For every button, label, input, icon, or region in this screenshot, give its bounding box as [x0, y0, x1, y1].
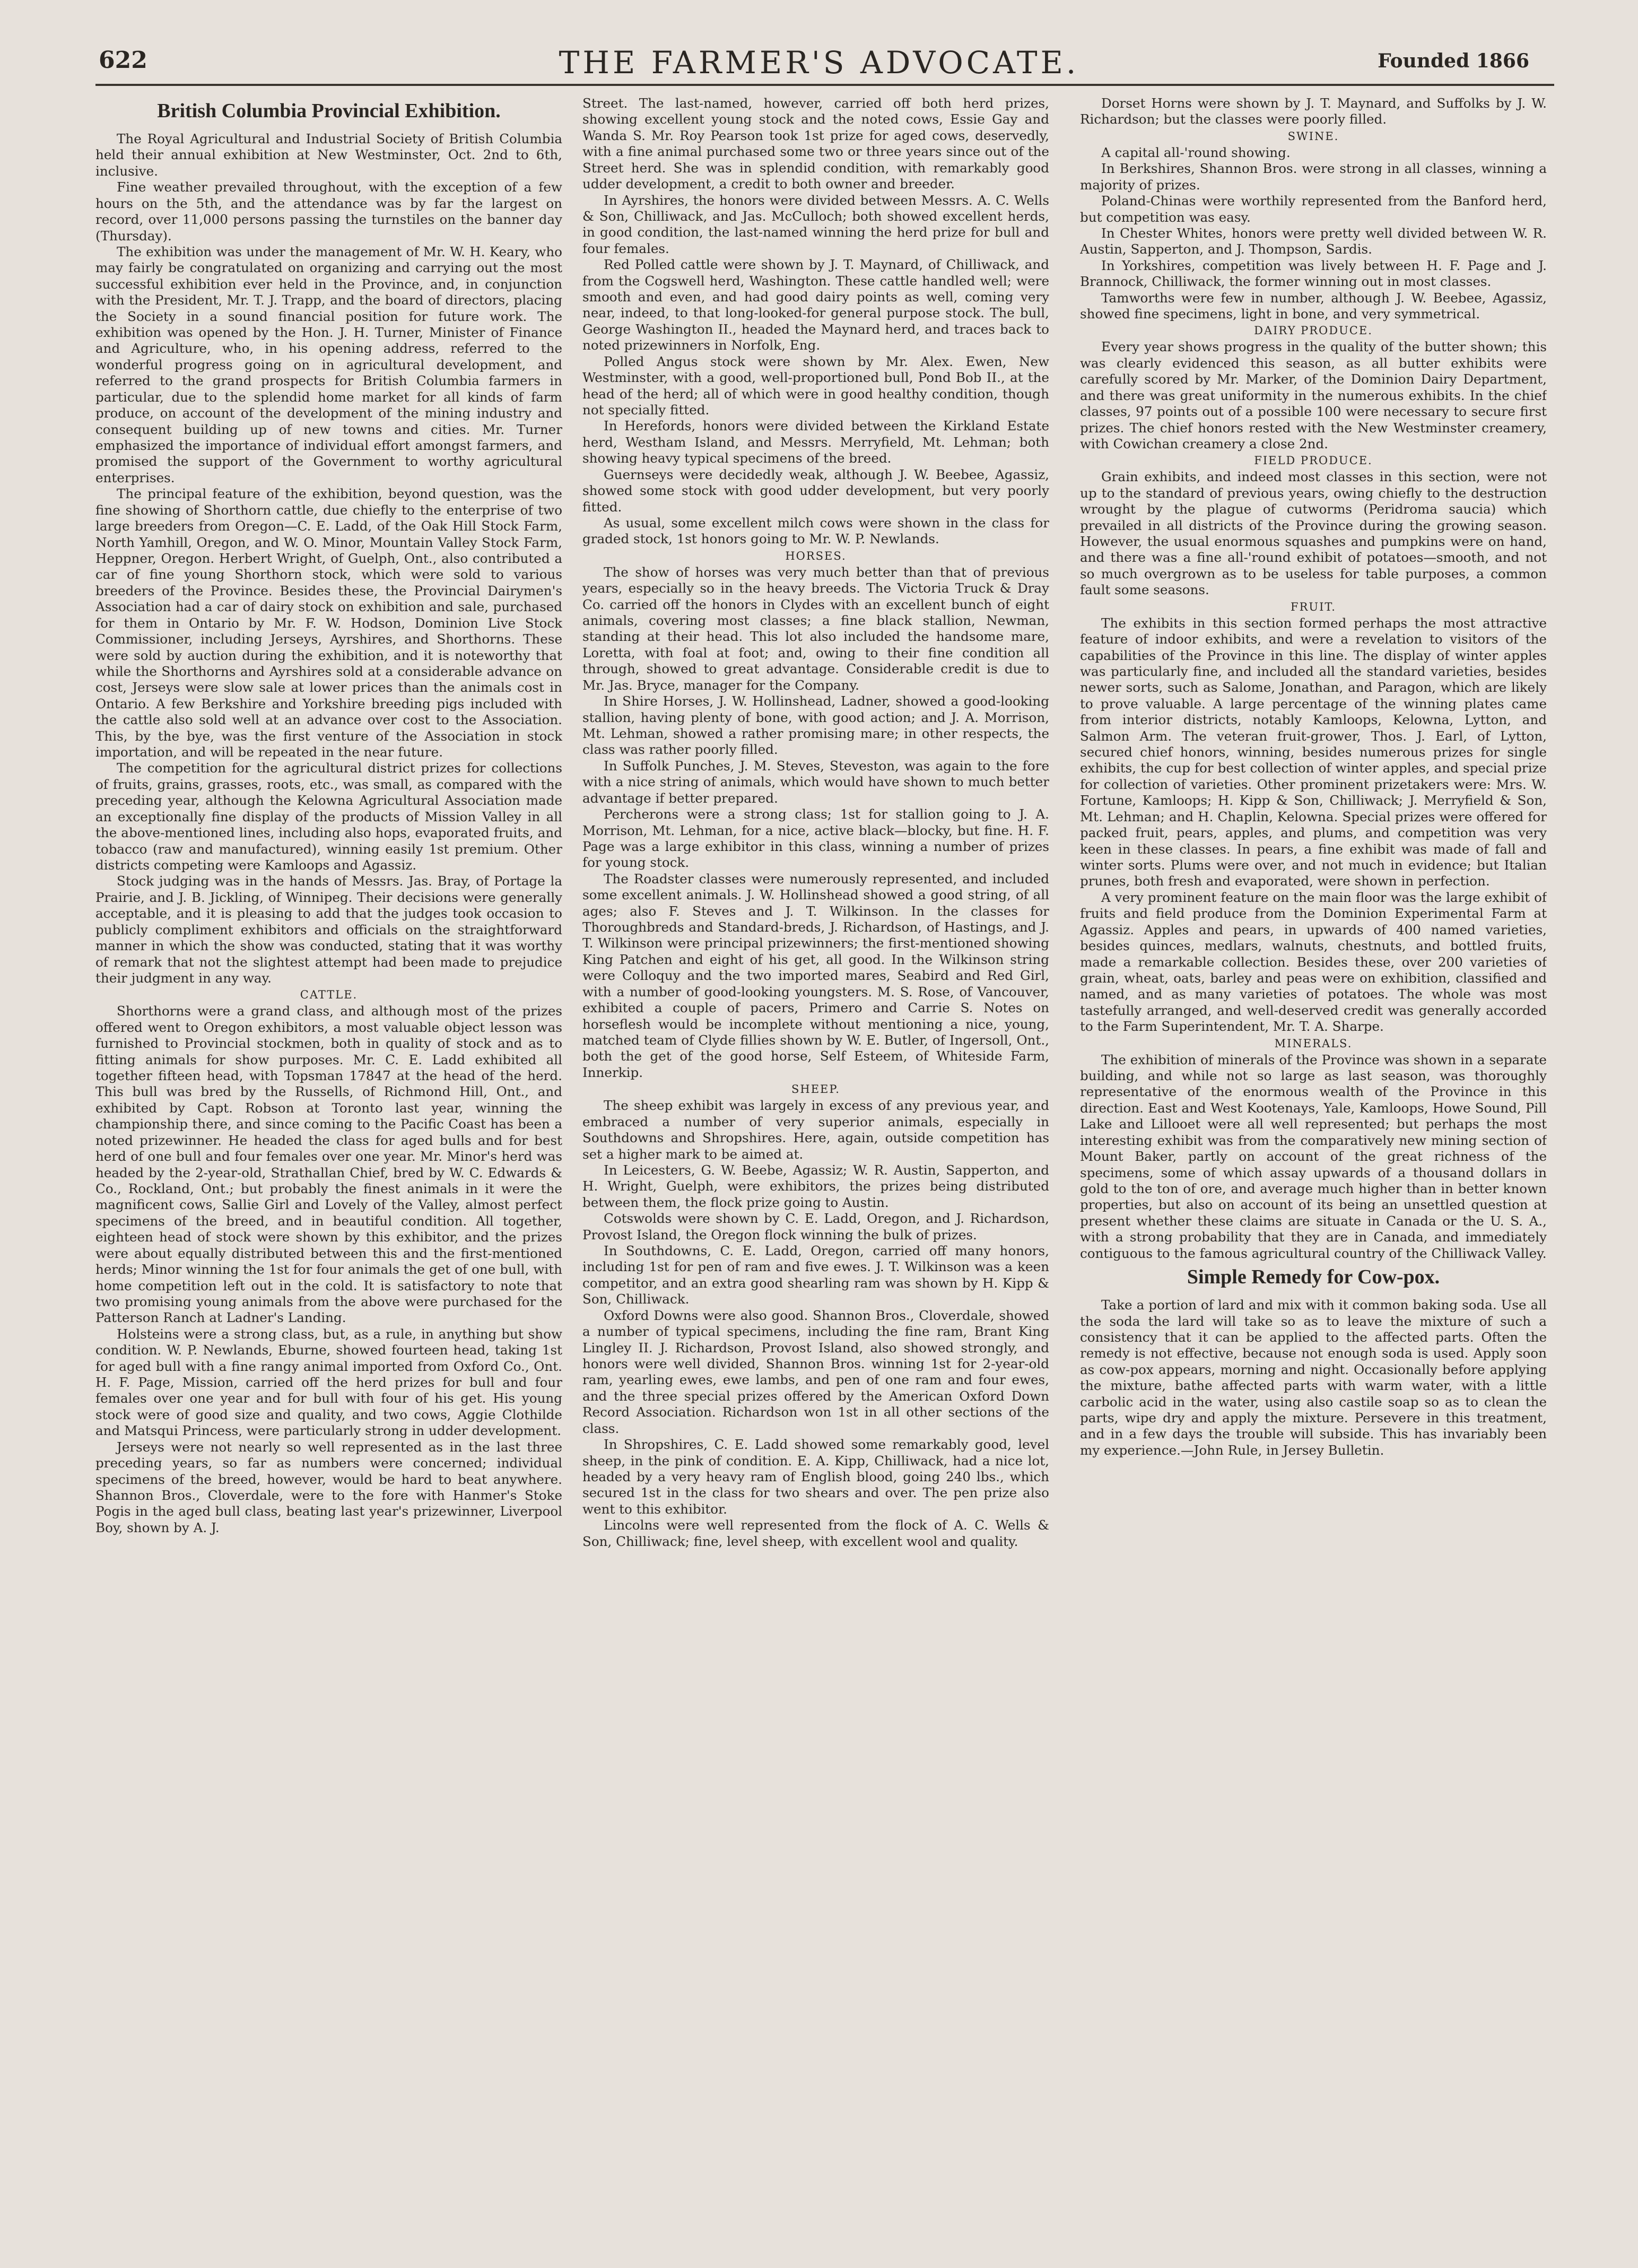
article-paragraph: The Royal Agricultural and Industrial Society of British Columbia held their annual exhibition at New Westminster, Oct. 2nd to 6th, inclusive.	[95, 131, 562, 179]
article-paragraph: Stock judging was in the hands of Messrs. Jas. Bray, of Portage la Prairie, and J. B. Jickling, of Winnipeg. Their decisions were generally acceptable, and it is pleasing to add that the judges took occasion to publicly compliment exhibitors and officials on the straightforward manner in which the show was conducted, stating that it was worthy of remark that not the slightest attempt had been made to prejudice their judgment in any way.	[95, 873, 562, 986]
article-paragraph: A capital all-'round showing.	[1101, 144, 1291, 160]
article-paragraph: Street. The last-named, however, carried off both herd prizes, showing excellent young stock and the noted cows, Essie Gay and Wanda S. Mr. Roy Pearson took 1st prize for aged cows, deservedly, with a fine animal purchased some two or three years since out of the Street herd. She was in splendid condition, with remarkably good udder development, a credit to both owner and breeder.	[582, 95, 1049, 192]
article-headline: British Columbia Provincial Exhibition.	[157, 100, 501, 122]
article-paragraph: In Berkshires, Shannon Bros. were strong in all classes, winning a majority of prizes.	[1080, 161, 1547, 193]
article-paragraph: In Southdowns, C. E. Ladd, Oregon, carried off many honors, including 1st for pen of ram and five ewes. J. T. Wilkinson was a keen competitor, and an extra good shearling ram was shown by H. Kipp & Son, Chilliwack.	[582, 1243, 1049, 1307]
article-paragraph: Polled Angus stock were shown by Mr. Alex. Ewen, New Westminster, with a good, well-proportioned bull, Pond Bob II., at the head of the herd; all of which were in good healthy condition, though not specially fitted.	[582, 353, 1049, 418]
article-paragraph: Cotswolds were shown by C. E. Ladd, Oregon, and J. Richardson, Provost Island, the Oregon flock winning the bulk of prizes.	[582, 1211, 1049, 1242]
section-heading: FIELD PRODUCE.	[1254, 454, 1373, 467]
article-paragraph: In Chester Whites, honors were pretty well divided between W. R. Austin, Sapperton, and J. Thompson, Sardis.	[1080, 225, 1547, 257]
section-heading: DAIRY PRODUCE.	[1254, 324, 1373, 337]
section-heading: SWINE.	[1287, 129, 1339, 143]
article-paragraph: In Shropshires, C. E. Ladd showed some remarkably good, level sheep, in the pink of condition. E. A. Kipp, Chilliwack, had a nice lot, headed by a very heavy ram of English blood, going 240 lbs., which secured 1st in the class for two shears and over. The pen prize also went to this exhibitor.	[582, 1437, 1049, 1517]
article-paragraph: The competition for the agricultural district prizes for collections of fruits, grains, grasses, roots, etc., was small, as compared with the preceding year, although the Kelowna Agricultural Association made an exceptionally fine display of the products of Mission Valley in all the above-mentioned lines, including also hops, evaporated fruits, and tobacco (raw and manufactured), winning easily 1st premium. Other districts competing were Kamloops and Agassiz.	[95, 760, 562, 873]
section-heading: SHEEP.	[791, 1083, 840, 1096]
article-paragraph: Take a portion of lard and mix with it common baking soda. Use all the soda the lard will take so as to leave the mixture of such a consistency that it can be applied to the affected parts. Often the remedy is not effective, because not enough soda is used. Apply soon as cow-pox appears, morning and night. Occasionally before applying the mixture, bathe affected parts with warm water, with a little carbolic acid in the water, using also castile soap so as to clean the parts, wipe dry and apply the mixture. Persevere in this treatment, and in a few days the trouble will subside. This has invariably been my experience.—John Rule, in Jersey Bulletin.	[1080, 1297, 1547, 1458]
article-paragraph: Every year shows progress in the quality of the butter shown; this was clearly evidenced this season, as all butter exhibits were carefully scored by Mr. Marker, of the Dominion Dairy Department, and there was great uniformity in the numerous exhibits. In the chief classes, 97 points out of a possible 100 were necessary to secure first prizes. The chief honors rested with the New Westminster creamery, with Cowichan creamery a close 2nd.	[1080, 339, 1547, 451]
article-paragraph: Shorthorns were a grand class, and although most of the prizes offered went to Oregon exhibitors, a most valuable object lesson was furnished to Provincial stockmen, both in quality of stock and as to fitting animals for show purposes. Mr. C. E. Ladd exhibited all together fifteen head, with Topsman 17847 at the head of the herd. This bull was bred by the Russells, of Richmond Hill, Ont., and exhibited by Capt. Robson at Toronto last year, winning the championship there, and since coming to the Pacific Coast has been a noted prizewinner. He headed the class for aged bulls and for best herd of one bull and four females over one year. Mr. Minor's herd was headed by the 2-year-old, Strathallan Chief, bred by W. C. Edwards & Co., Rockland, Ont.; but probably the finest animals in it were the magnificent cows, Sallie Girl and Lovely of the Valley, almost perfect specimens of the breed, and in beautiful condition. All together, eighteen head of stock were shown by this exhibitor, and the prizes were about equally distributed between this and the first-mentioned herds; Minor winning the 1st for four animals the get of one bull, with home competition left out in the cold. It is satisfactory to note that two promising young animals from the above were purchased for the Patterson Ranch at Ladner's Landing.	[95, 1003, 562, 1326]
article-paragraph: Holsteins were a strong class, but, as a rule, in anything but show condition. W. P. Newlands, Eburne, showed fourteen head, taking 1st for aged bull with a fine rangy animal imported from Oxford Co., Ont. H. F. Page, Mission, carried off the herd prizes for bull and four females over one year and for bull with four of his get. His young stock were of good size and quality, and two cows, Aggie Clothilde and Matsqui Princess, were particularly strong in udder development.	[95, 1326, 562, 1439]
column-3	[1080, 95, 1547, 2165]
masthead-title: THE FARMER'S ADVOCATE.	[559, 45, 1079, 81]
page-number: 622	[99, 47, 147, 74]
section-heading: HORSES.	[785, 549, 847, 562]
article-paragraph: In Suffolk Punches, J. M. Steves, Steveston, was again to the fore with a nice string of animals, which would have shown to much better advantage if better prepared.	[582, 758, 1049, 806]
article-paragraph: As usual, some excellent milch cows were shown in the class for graded stock, 1st honors going to Mr. W. P. Newlands.	[582, 515, 1049, 547]
article-paragraph: The exhibition of minerals of the Province was shown in a separate building, and while not so large as last season, was thoroughly representative of the enormous wealth of the Province in this direction. East and West Kootenays, Yale, Kamloops, Howe Sound, Pill Lake and Lillooet were all well represented; but perhaps the most interesting exhibit was from the comparatively new mining section of Mount Baker, partly on account of the great richness of the specimens, some of which assay upwards of a thousand dollars in gold to the ton of ore, and average much higher than in better known properties, but also on account of its being an unsettled question at present whether these claims are situate in Canada or the U. S. A., with a strong probability that they are in Canada, and immediately contiguous to the famous agricultural country of the Chilliwack Valley.	[1080, 1052, 1547, 1261]
article-paragraph: Poland-Chinas were worthily represented from the Banford herd, but competition was easy.	[1080, 193, 1547, 225]
article-paragraph: In Ayrshires, the honors were divided between Messrs. A. C. Wells & Son, Chilliwack, and Jas. McCulloch; both showed excellent herds, in good condition, the last-named winning the herd prize for bull and four females.	[582, 192, 1049, 256]
article-paragraph: Jerseys were not nearly so well represented as in the last three preceding years, so far as numbers were concerned; individual specimens of the breed, however, would be hard to beat anywhere. Shannon Bros., Cloverdale, were to the fore with Hanmer's Stoke Pogis in the aged bull class, beating last year's prizewinner, Liverpool Boy, shown by A. J.	[95, 1439, 562, 1535]
article-paragraph: A very prominent feature on the main floor was the large exhibit of fruits and field produce from the Dominion Experimental Farm at Agassiz. Apples and pears, in upwards of 400 named varieties, besides quinces, medlars, walnuts, chestnuts, and bottled fruits, made a remarkable collection. Besides these, over 200 varieties of grain, wheat, oats, barley and peas were on exhibition, classified and named, and as many varieties of potatoes. The whole was most tastefully arranged, and well-deserved credit was generally accorded to the Farm Superintendent, Mr. T. A. Sharpe.	[1080, 889, 1547, 1035]
article-paragraph: Oxford Downs were also good. Shannon Bros., Cloverdale, showed a number of typical specimens, including the fine ram, Brant King Lingley II. J. Richardson, Provost Island, also showed strongly, and honors were well divided, Shannon Bros. winning 1st for 2-year-old ram, yearling ewes, ewe lambs, and pen of one ram and four ewes, and the three special prizes offered by the American Oxford Down Record Association. Richardson won 1st in all other sections of the class.	[582, 1307, 1049, 1436]
article-paragraph: Grain exhibits, and indeed most classes in this section, were not up to the standard of previous years, owing chiefly to the destruction wrought by the plague of cutworms (Peridroma saucia) which prevailed in all districts of the Province during the growing season. However, the usual enormous squashes and pumpkins were on hand, and there was a fine all-'round exhibit of potatoes—smooth, and not so much overgrown as to be useless for table purposes, a common fault some seasons.	[1080, 469, 1547, 598]
article-paragraph: The show of horses was very much better than that of previous years, especially so in the heavy breeds. The Victoria Truck & Dray Co. carried off the honors in Clydes with an excellent bunch of eight animals, covering most classes; a fine black stallion, Newman, standing at their head. This lot also included the handsome mare, Loretta, with foal at foot; and, owing to their fine condition all through, showed to great advantage. Considerable credit is due to Mr. Jas. Bryce, manager for the Company.	[582, 564, 1049, 693]
article-paragraph: Percherons were a strong class; 1st for stallion going to J. A. Morrison, Mt. Lehman, for a nice, active black—blocky, but fine. H. F. Page was a large exhibitor in this class, winning a number of prizes for young stock.	[582, 806, 1049, 871]
article-paragraph: In Leicesters, G. W. Beebe, Agassiz; W. R. Austin, Sapperton, and H. Wright, Guelph, were exhibitors, the prizes being distributed between them, the flock prize going to Austin.	[582, 1162, 1049, 1210]
article-paragraph: Guernseys were decidedly weak, although J. W. Beebee, Agassiz, showed some stock with good udder development, but very poorly fitted.	[582, 466, 1049, 515]
article-paragraph: The sheep exhibit was largely in excess of any previous year, and embraced a number of very superior animals, especially in Southdowns and Shropshires. Here, again, outside competition has set a higher mark to be aimed at.	[582, 1098, 1049, 1162]
section-heading: CATTLE.	[300, 988, 358, 1002]
article-paragraph: In Herefords, honors were divided between the Kirkland Estate herd, Westham Island, and Messrs. Merryfield, Mt. Lehman; both showing heavy typical specimens of the breed.	[582, 418, 1049, 466]
article-paragraph: Dorset Horns were shown by J. T. Maynard, and Suffolks by J. W. Richardson; but the classes were poorly filled.	[1080, 95, 1547, 127]
article-paragraph: The exhibition was under the management of Mr. W. H. Keary, who may fairly be congratulated on organizing and carrying out the most successful exhibition ever held in the Province, and, in conjunction with the President, Mr. T. J. Trapp, and the board of directors, placing the Society in a sound financial position for future work. The exhibition was opened by the Hon. J. H. Turner, Minister of Finance and Agriculture, who, in his opening address, referred to the wonderful progress going on in agricultural development, and referred to the grand prospects for British Columbia farmers in particular, due to the splendid home market for all kinds of farm produce, on account of the development of the mining industry and consequent building up of new towns and cities. Mr. Turner emphasized the importance of individual effort amongst farmers, and promised the support of the Government to worthy agricultural enterprises.	[95, 244, 562, 485]
column-2	[582, 95, 1049, 2165]
article-paragraph: The principal feature of the exhibition, beyond question, was the fine showing of Shorthorn cattle, due chiefly to the enterprise of two large breeders from Oregon—C. E. Ladd, of the Oak Hill Stock Farm, North Yamhill, Oregon, and W. O. Minor, Mountain Valley Stock Farm, Heppner, Oregon. Herbert Wright, of Guelph, Ont., also contributed a car of fine young Shorthorn stock, which were sold to various breeders of the Province. Besides these, the Provincial Dairymen's Association had a car of dairy stock on exhibition and sale, purchased for them in Ontario by Mr. F. W. Hodson, Dominion Live Stock Commissioner, including Jerseys, Ayrshires, and Shorthorns. These were sold by auction during the exhibition, and it is noteworthy that while the Shorthorns and Ayrshires sold at a considerable advance on cost, Jerseys were slow sale at lower prices than the animals cost in Ontario. A few Berkshire and Yorkshire breeding pigs included with the cattle also sold well at an advance over cost to the Association. This, by the bye, was the first venture of the Association in stock importation, and will be repeated in the near future.	[95, 486, 562, 760]
article-paragraph: Fine weather prevailed throughout, with the exception of a few hours on the 5th, and the attendance was by far the largest on record, over 11,000 persons passing the turnstiles on the banner day (Thursday).	[95, 179, 562, 244]
header-rule	[95, 84, 1554, 86]
article-paragraph: In Yorkshires, competition was lively between H. F. Page and J. Brannock, Chilliwack, the former winning out in most classes.	[1080, 257, 1547, 290]
article-paragraph: Lincolns were well represented from the flock of A. C. Wells & Son, Chilliwack; fine, level sheep, with excellent wool and quality.	[582, 1517, 1049, 1549]
founded-note: Founded 1866	[1378, 50, 1529, 72]
article-paragraph: Red Polled cattle were shown by J. T. Maynard, of Chilliwack, and from the Cogswell herd, Washington. These cattle handled well; were smooth and even, and had good dairy points as well, coming very near, indeed, to that long-looked-for general purpose stock. The bull, George Washington II., headed the Maynard herd, and traces back to noted prizewinners in Norfolk, Eng.	[582, 257, 1049, 353]
section-heading: MINERALS.	[1274, 1037, 1353, 1050]
article-paragraph: The exhibits in this section formed perhaps the most attractive feature of indoor exhibits, and were a revelation to visitors of the capabilities of the Province in this line. The display of winter apples was particularly fine, and included all the standard varieties, besides newer sorts, such as Salome, Jonathan, and Paragon, which are likely to prove valuable. A large percentage of the winning plates came from interior districts, notably Kamloops, Kelowna, Lytton, and Salmon Arm. The veteran fruit-grower, Thos. J. Earl, of Lytton, secured chief honors, winning, besides numerous prizes for single exhibits, the cup for best collection of winter apples, and special prize for collection of varieties. Other prominent prizetakers were: Mrs. W. Fortune, Kamloops; H. Kipp & Son, Chilliwack; J. Merryfield & Son, Mt. Lehman; and H. Chaplin, Kelowna. Special prizes were offered for packed fruit, pears, apples, and plums, and competition was very keen in these classes. In pears, a fine exhibit was made of fall and winter sorts. Plums were over, and not much in evidence; but Italian prunes, both fresh and evaporated, were shown in perfection.	[1080, 615, 1547, 889]
article-headline: Simple Remedy for Cow-pox.	[1187, 1266, 1440, 1289]
article-paragraph: In Shire Horses, J. W. Hollinshead, Ladner, showed a good-looking stallion, having plenty of bone, with good action; and J. A. Morrison, Mt. Lehman, showed a rather promising mare; in other respects, the class was rather poorly filled.	[582, 693, 1049, 758]
section-heading: FRUIT.	[1291, 600, 1336, 613]
article-paragraph: Tamworths were few in number, although J. W. Beebee, Agassiz, showed fine specimens, light in bone, and very symmetrical.	[1080, 290, 1547, 322]
article-paragraph: The Roadster classes were numerously represented, and included some excellent animals. J. W. Hollinshead showed a good string, of all ages; also F. Steves and J. T. Wilkinson. In the classes for Thoroughbreds and Standard-breds, J. Richardson, of Hastings, and J. T. Wilkinson were principal prizewinners; the first-mentioned showing King Patchen and eight of his get, all good. In the Wilkinson string were Colloquy and the two imported mares, Seabird and Red Girl, with a number of good-looking youngsters. M. S. Rose, of Vancouver, exhibited a couple of pacers, Primero and Carrie S. Notes on horseflesh would be incomplete without mentioning a nice, young, matched team of Clyde fillies shown by W. E. Butler, of Ingersoll, Ont., both the get of the good horse, Self Esteem, of Whiteside Farm, Innerkip.	[582, 871, 1049, 1080]
column-1	[95, 95, 562, 2165]
